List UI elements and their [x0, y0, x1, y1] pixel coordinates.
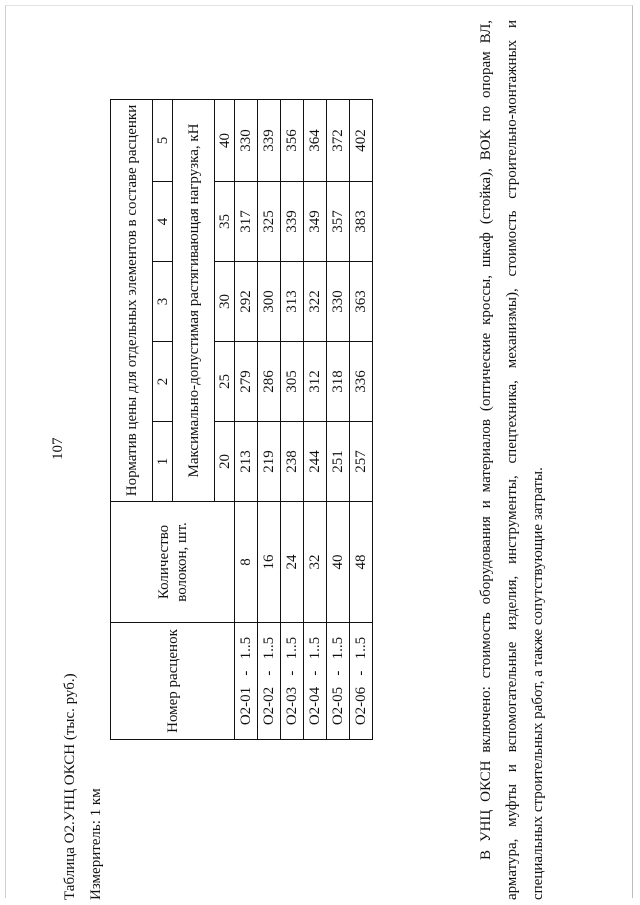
- rate-code: О2-06 - 1..5: [350, 623, 373, 740]
- price-cell: 312: [304, 342, 327, 422]
- load-value: 40: [215, 100, 235, 182]
- price-cell: 251: [327, 422, 350, 502]
- price-cell: 305: [281, 342, 304, 422]
- table-row: [235, 100, 258, 740]
- page-number: 107: [50, 437, 66, 460]
- price-cell: 322: [304, 262, 327, 342]
- price-cell: 279: [235, 342, 258, 422]
- price-cell: 339: [281, 182, 304, 262]
- price-cell: 286: [258, 342, 281, 422]
- rate-code: О2-02 - 1..5: [258, 623, 281, 740]
- price-cell: 325: [258, 182, 281, 262]
- unit-of-measure: Измеритель: 1 км: [88, 788, 104, 900]
- price-cell: 339: [258, 100, 281, 182]
- load-value: 30: [215, 262, 235, 342]
- price-cell: 336: [350, 342, 373, 422]
- load-value: 25: [215, 342, 235, 422]
- price-cell: 364: [304, 100, 327, 182]
- table-row: [327, 100, 350, 740]
- price-cell: 300: [258, 262, 281, 342]
- price-cell: 372: [327, 100, 350, 182]
- load-value: 35: [215, 182, 235, 262]
- rate-code: О2-03 - 1..5: [281, 623, 304, 740]
- fiber-count: 40: [327, 502, 350, 623]
- column-number: 2: [153, 342, 173, 422]
- rate-code: О2-01 - 1..5: [235, 623, 258, 740]
- price-cell: 383: [350, 182, 373, 262]
- load-value: 20: [215, 422, 235, 502]
- price-cell: 363: [350, 262, 373, 342]
- table-row: [258, 100, 281, 740]
- footnote-paragraph: В УНЦ ОКСН включено: стоимость оборудования и материалов (оптические кроссы, шкаф (стойка), ВОК по опорам ВЛ, арматура, муфты и вспомогательные изделия, инструменты, спецтехника, механизмы), стоимость строительно-монтажных и специальных строительных работ, а также сопутствующие затраты.: [478, 20, 546, 900]
- price-cell: 317: [235, 182, 258, 262]
- fiber-count: 16: [258, 502, 281, 623]
- header-price-norm: Норматив цены для отдельных элементов в составе расценки: [111, 100, 153, 502]
- fiber-count: 48: [350, 502, 373, 623]
- price-cell: 330: [327, 262, 350, 342]
- price-cell: 257: [350, 422, 373, 502]
- fiber-count: 32: [304, 502, 327, 623]
- table-row: [350, 100, 373, 740]
- column-number: 1: [153, 422, 173, 502]
- price-cell: 292: [235, 262, 258, 342]
- price-cell: 213: [235, 422, 258, 502]
- column-number: 4: [153, 182, 173, 262]
- rate-code: О2-05 - 1..5: [327, 623, 350, 740]
- header-fiber-count: Количество волокон, шт.: [111, 502, 235, 623]
- rotated-sheet: [20, 5, 620, 900]
- table-row: [304, 100, 327, 740]
- price-cell: 357: [327, 182, 350, 262]
- fiber-count: 8: [235, 502, 258, 623]
- column-number: 5: [153, 100, 173, 182]
- price-cell: 402: [350, 100, 373, 182]
- rates-table: [110, 99, 373, 740]
- table-caption: Таблица О2.УНЦ ОКСН (тыс. руб.): [62, 673, 78, 900]
- price-cell: 313: [281, 262, 304, 342]
- price-cell: 356: [281, 100, 304, 182]
- table-row: [281, 100, 304, 740]
- header-rate-number: Номер расценок: [111, 623, 235, 740]
- price-cell: 330: [235, 100, 258, 182]
- price-cell: 238: [281, 422, 304, 502]
- price-cell: 219: [258, 422, 281, 502]
- price-cell: 318: [327, 342, 350, 422]
- header-tensile-load: Максимально-допустимая растягивающая нагрузка, кН: [173, 100, 215, 502]
- column-number: 3: [153, 262, 173, 342]
- fiber-count: 24: [281, 502, 304, 623]
- price-cell: 244: [304, 422, 327, 502]
- price-cell: 349: [304, 182, 327, 262]
- rate-code: О2-04 - 1..5: [304, 623, 327, 740]
